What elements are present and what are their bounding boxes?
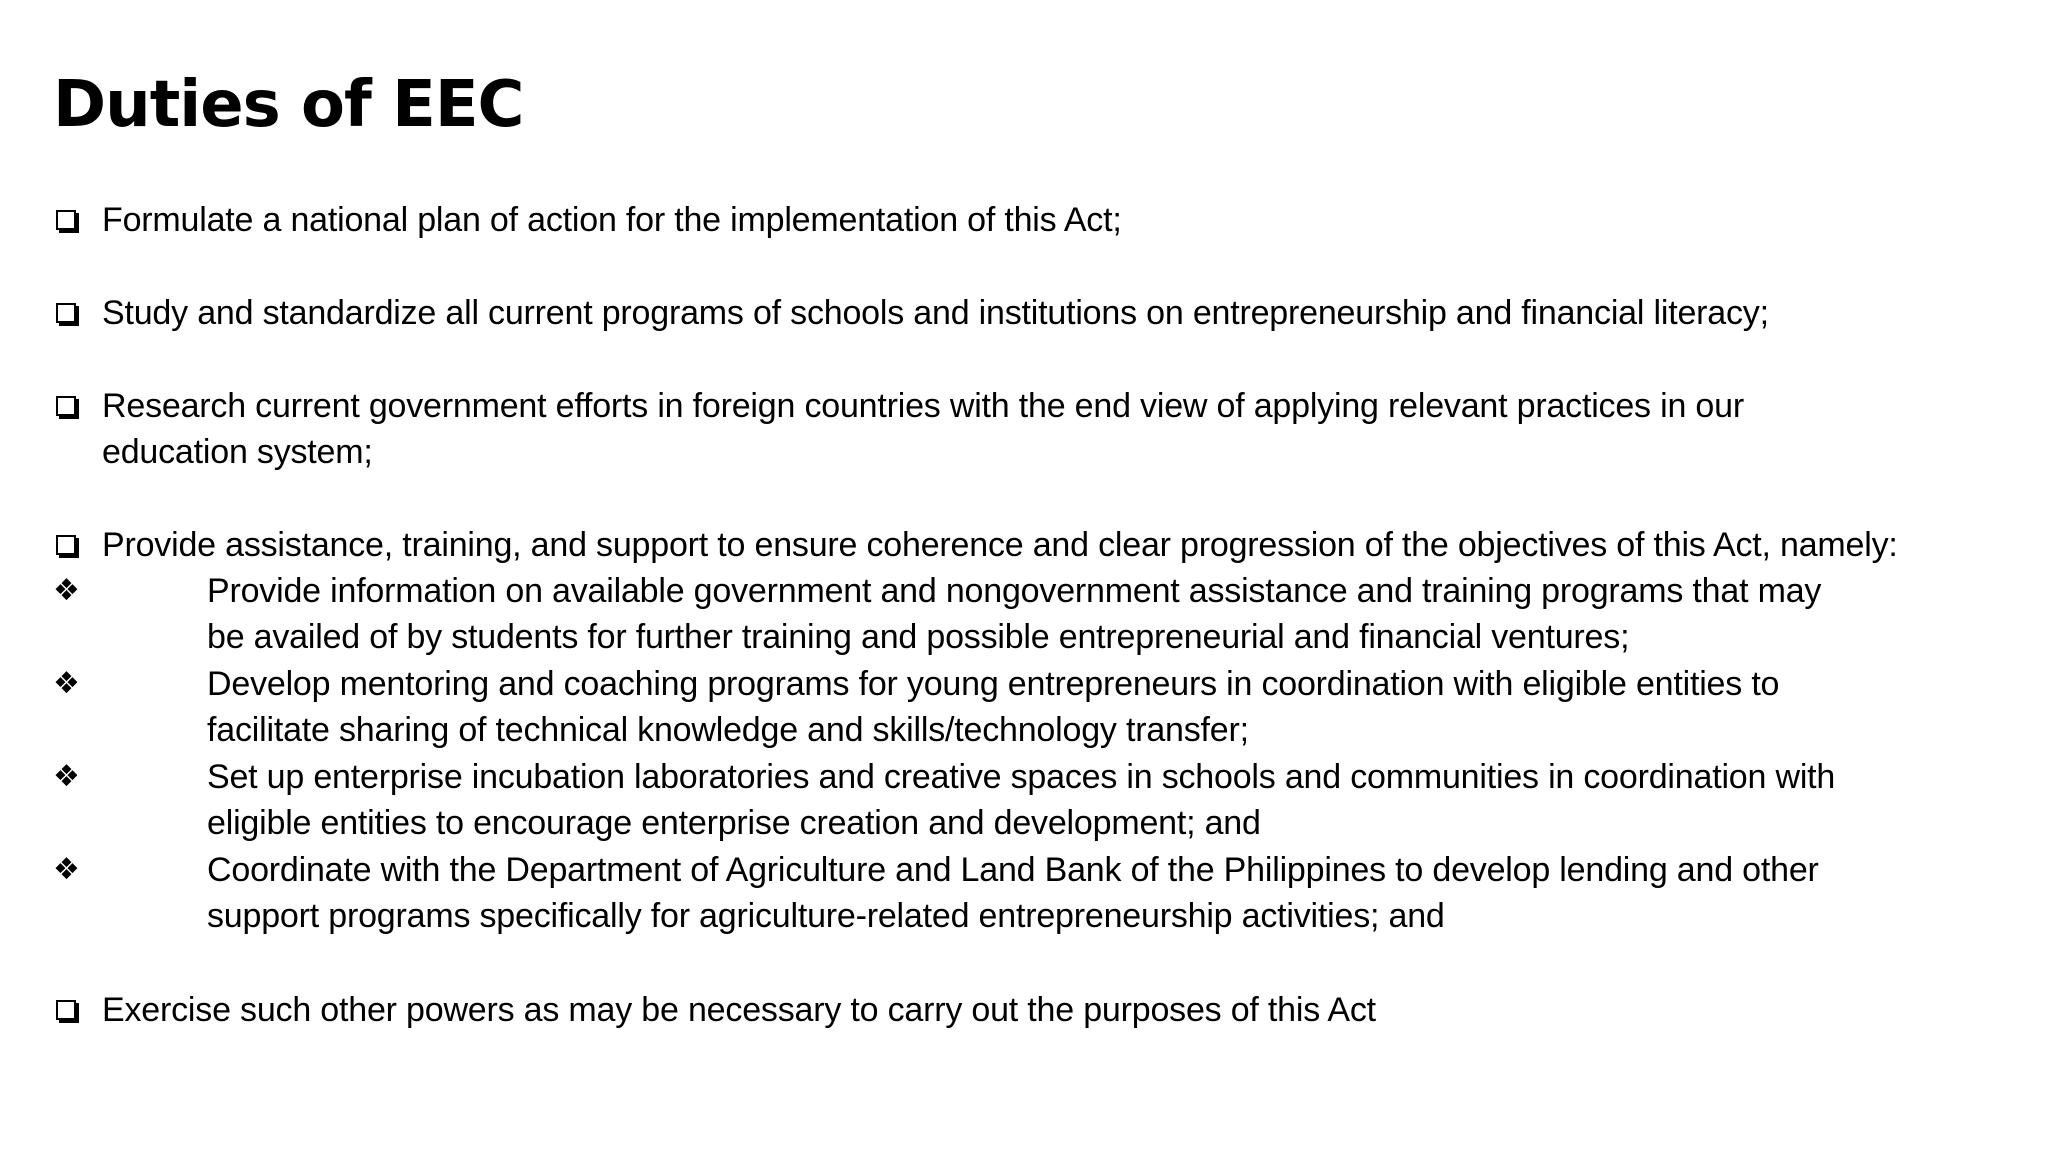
- checkbox-bullet-icon: [56, 1000, 76, 1020]
- diamond-bullet-icon: ❖: [53, 573, 80, 608]
- sub-list-item-text: [207, 847, 1819, 939]
- list-item-line: education system;: [102, 433, 373, 471]
- page-title: Duties of EEC: [53, 68, 524, 142]
- diamond-bullet-icon: ❖: [53, 759, 80, 794]
- list-item-line: Formulate a national plan of action for the implementation of this Act;: [102, 201, 1122, 239]
- sub-list-item-text: [207, 568, 1821, 660]
- checkbox-bullet-icon: [56, 535, 76, 555]
- list-item-text: [102, 197, 1122, 243]
- sub-list-item-line: Coordinate with the Department of Agriculture and Land Bank of the Philippines to develop lending and other: [207, 851, 1819, 889]
- sub-list-item-line: be availed of by students for further training and possible entrepreneurial and financial ventures;: [207, 618, 1630, 656]
- sub-list-item-line: Provide information on available government and nongovernment assistance and training programs that may: [207, 572, 1822, 610]
- sub-list-item-line: facilitate sharing of technical knowledge and skills/technology transfer;: [207, 711, 1249, 749]
- checkbox-bullet-icon: [56, 303, 76, 323]
- sub-list-item-line: eligible entities to encourage enterprise creation and development; and: [207, 804, 1261, 842]
- sub-list-item-line: Set up enterprise incubation laboratories and creative spaces in schools and communities in coordination with: [207, 758, 1836, 796]
- diamond-bullet-icon: ❖: [53, 852, 80, 887]
- sub-list-item-text: [207, 661, 1779, 753]
- list-item-text: [102, 290, 1769, 336]
- sub-list-item-line: Develop mentoring and coaching programs for young entrepreneurs in coordination with eligible entities to: [207, 665, 1780, 703]
- list-item-line: Research current government efforts in foreign countries with the end view of applying relevant practices in our: [102, 387, 1744, 425]
- sub-list-item-text: [207, 754, 1835, 846]
- list-item-line: Provide assistance, training, and support to ensure coherence and clear progression of the objectives of this Act, namely:: [102, 526, 1898, 564]
- sub-list-item-line: support programs specifically for agriculture-related entrepreneurship activities; and: [207, 897, 1445, 935]
- list-item-text: [102, 522, 1898, 568]
- list-item-text: [102, 383, 1744, 475]
- list-item-text: [102, 987, 1376, 1033]
- checkbox-bullet-icon: [56, 396, 76, 416]
- list-item-line: Study and standardize all current programs of schools and institutions on entrepreneurship and financial literacy;: [102, 294, 1769, 332]
- checkbox-bullet-icon: [56, 210, 76, 230]
- diamond-bullet-icon: ❖: [53, 666, 80, 701]
- list-item-line: Exercise such other powers as may be necessary to carry out the purposes of this Act: [102, 991, 1376, 1029]
